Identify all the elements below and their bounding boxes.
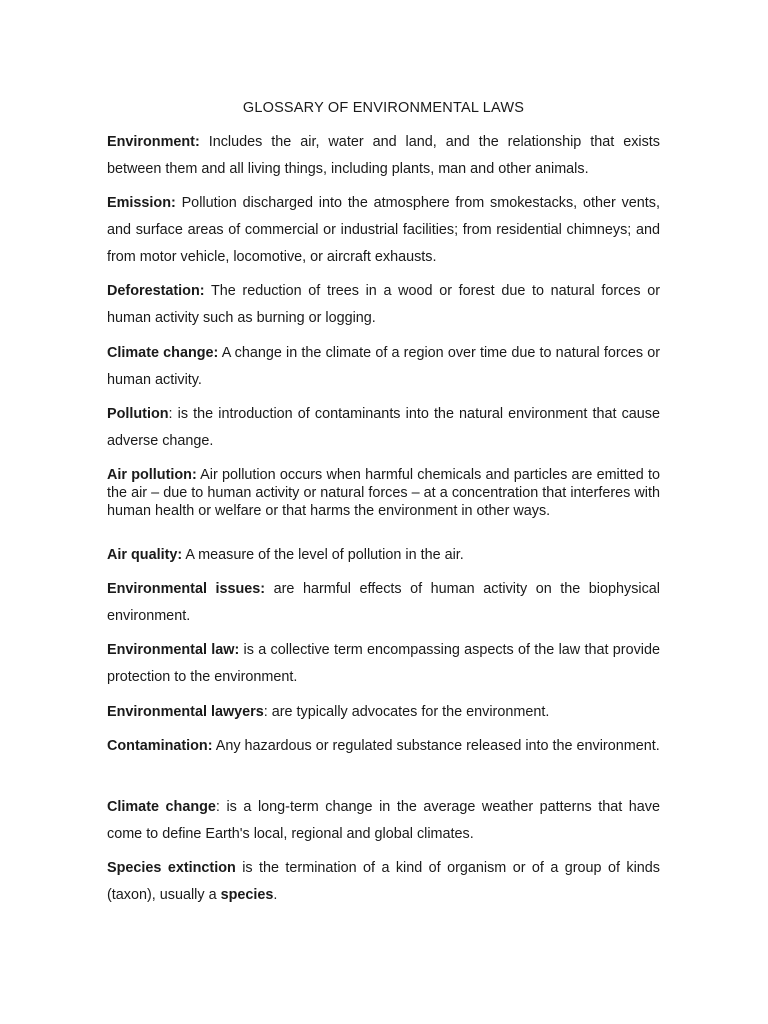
- glossary-term: Climate change: [107, 799, 216, 815]
- glossary-term: Contamination:: [107, 738, 213, 754]
- glossary-definition: The reduction of trees in a wood or forest due to natural forces or human activity such as burning or logging.: [107, 283, 660, 326]
- glossary-emphasis: species: [220, 887, 274, 903]
- glossary-term: Air quality:: [107, 547, 183, 563]
- glossary-entry-environmental-law: [107, 637, 660, 691]
- glossary-definition: Air pollution occurs when harmful chemicals and particles are emitted to the air – due to human activity or natural forces – at a concentration that interferes with human health or welfare or that harms the environment in other ways.: [107, 467, 660, 519]
- glossary-entry-environmental-issues: [107, 576, 660, 630]
- glossary-term: Air pollution:: [107, 467, 197, 483]
- glossary-term: Environmental issues:: [107, 581, 266, 597]
- document-title: GLOSSARY OF ENVIRONMENTAL LAWS: [242, 100, 525, 116]
- glossary-term: Environmental lawyers: [107, 704, 264, 720]
- glossary-entry-contamination: [107, 733, 660, 760]
- glossary-definition: : are typically advocates for the environment.: [263, 704, 550, 720]
- glossary-entry-air-quality: [107, 542, 660, 569]
- glossary-entry-air-pollution: [107, 466, 660, 520]
- glossary-definition: are harmful effects of human activity on the biophysical environment.: [107, 581, 660, 624]
- glossary-entry-emission: [107, 190, 660, 271]
- glossary-definition: is the termination of a kind of organism or of a group of kinds (taxon), usually a: [107, 860, 660, 903]
- glossary-term: Deforestation:: [107, 283, 205, 299]
- glossary-definition: Pollution discharged into the atmosphere from smokestacks, other vents, and surface areas of commercial or industrial facilities; from residential chimneys; and from motor vehicle, locomotive, or aircraft exhausts.: [107, 195, 660, 265]
- glossary-entry-species-extinction: [107, 855, 660, 909]
- glossary-definition: is a collective term encompassing aspects of the law that provide protection to the environment.: [107, 642, 660, 685]
- glossary-entry-deforestation: [107, 278, 660, 332]
- glossary-definition-tail: .: [273, 887, 278, 903]
- glossary-definition: Includes the air, water and land, and the relationship that exists between them and all living things, including plants, man and other animals.: [107, 134, 660, 177]
- glossary-definition: A measure of the level of pollution in the air.: [182, 547, 464, 563]
- glossary-term: Environmental law:: [107, 642, 240, 658]
- glossary-definition: Any hazardous or regulated substance released into the environment.: [212, 738, 660, 754]
- glossary-term: Emission:: [107, 195, 176, 211]
- glossary-definition: : is a long-term change in the average weather patterns that have come to define Earth's local, regional and global climates.: [107, 799, 660, 842]
- glossary-entry-pollution: [107, 401, 660, 455]
- glossary-entry-environment: [107, 129, 660, 183]
- glossary-term: Pollution: [107, 406, 169, 422]
- glossary-definition: : is the introduction of contaminants into the natural environment that cause adverse change.: [107, 406, 660, 449]
- glossary-term: Environment:: [107, 134, 200, 150]
- glossary-entry-environmental-lawyers: [107, 699, 660, 726]
- glossary-entry-climate-change: [107, 340, 660, 394]
- glossary-entry-climate-change-2: [107, 794, 660, 848]
- glossary-term: Species extinction: [107, 860, 236, 876]
- glossary-term: Climate change:: [107, 345, 219, 361]
- glossary-definition: A change in the climate of a region over time due to natural forces or human activity.: [107, 345, 660, 388]
